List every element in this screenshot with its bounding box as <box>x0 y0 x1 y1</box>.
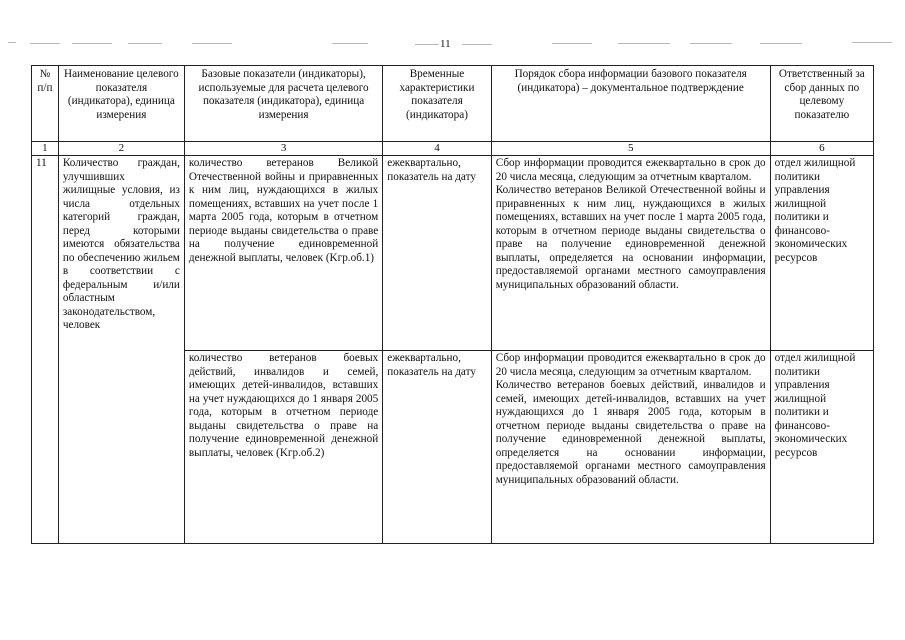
procedure-paragraph: Сбор информации проводится ежеквартально в срок до 20 числа месяца, следующим за отчетным кварталом. <box>495 157 766 183</box>
collection-procedure <box>491 156 770 351</box>
header-cell: Базовые показатели (индикаторы), используемые для расчета целевого показателя (индикатора), единица измерения <box>184 66 382 142</box>
collection-procedure <box>491 351 770 544</box>
table-row <box>32 156 874 351</box>
header-cell: № п/п <box>32 66 59 142</box>
procedure-paragraph: Количество ветеранов Великой Отечественной войны и приравненных к ним лиц, нуждающихся в жилых помещениях, вставших на учет после 1 марта 2005 года, которым в отчетном периоде выданы свидетельства о праве на получение единовременной денежной выплаты, определяется на основании информации, предоставляемой органами местного самоуправления муниципальных образований области. <box>495 184 766 291</box>
responsible-unit: отдел жилищной политики управления жилищной политики и финансово-экономических ресурсов <box>770 156 873 351</box>
indicator-name: Количество граждан, улучшивших жилищные условия, из числа отдельных категорий граждан, перед которыми имеются обязательства по обеспечению жильем в соответствии с федеральным и/или областным законодательством, человек <box>58 156 184 544</box>
scan-artifact-lines <box>0 40 905 44</box>
timing: ежеквартально, показатель на дату <box>383 351 491 544</box>
column-number-row <box>32 142 874 156</box>
header-cell: Ответственный за сбор данных по целевому показателю <box>770 66 873 142</box>
procedure-paragraph: Сбор информации проводится ежеквартально в срок до 20 числа месяца, следующим за отчетным кварталом. <box>495 352 766 378</box>
column-number: 4 <box>383 142 491 156</box>
procedure-paragraph: Количество ветеранов боевых действий, инвалидов и семей, имеющих детей-инвалидов, вставших на учет нуждающихся до 1 января 2005 года, которым в отчетном периоде выданы свидетельства о праве на получение единовременной денежной выплаты, определяется на основании информации, предоставляемой органами местного самоуправления муниципальных образований области. <box>495 379 766 486</box>
row-number: 11 <box>32 156 59 544</box>
header-cell: Порядок сбора информации базового показателя (индикатора) – документальное подтверждение <box>491 66 770 142</box>
column-number: 1 <box>32 142 59 156</box>
base-indicator: количество ветеранов Великой Отечественной войны и приравненных к ним лиц, нуждающихся в жилых помещениях, вставших на учет после 1 марта 2005 года, которым в отчетном периоде выданы свидетельства о праве на получение единовременной денежной выплаты, человек (Kгр.об.1) <box>184 156 382 351</box>
table-header-row <box>32 66 874 142</box>
header-cell: Наименование целевого показателя (индикатора), единица измерения <box>58 66 184 142</box>
column-number: 5 <box>491 142 770 156</box>
column-number: 6 <box>770 142 873 156</box>
indicator-table <box>31 65 874 544</box>
responsible-unit: отдел жилищной политики управления жилищной политики и финансово-экономических ресурсов <box>770 351 873 544</box>
column-number: 3 <box>184 142 382 156</box>
page-number: 11 <box>440 38 451 50</box>
header-cell: Временные характеристики показателя (индикатора) <box>383 66 491 142</box>
timing: ежеквартально, показатель на дату <box>383 156 491 351</box>
base-indicator: количество ветеранов боевых действий, инвалидов и семей, имеющих детей-инвалидов, вставших на учет нуждающихся до 1 января 2005 года, которым в отчетном периоде выданы свидетельства о праве на получение единовременной денежной выплаты, человек (Kгр.об.2) <box>184 351 382 544</box>
column-number: 2 <box>58 142 184 156</box>
